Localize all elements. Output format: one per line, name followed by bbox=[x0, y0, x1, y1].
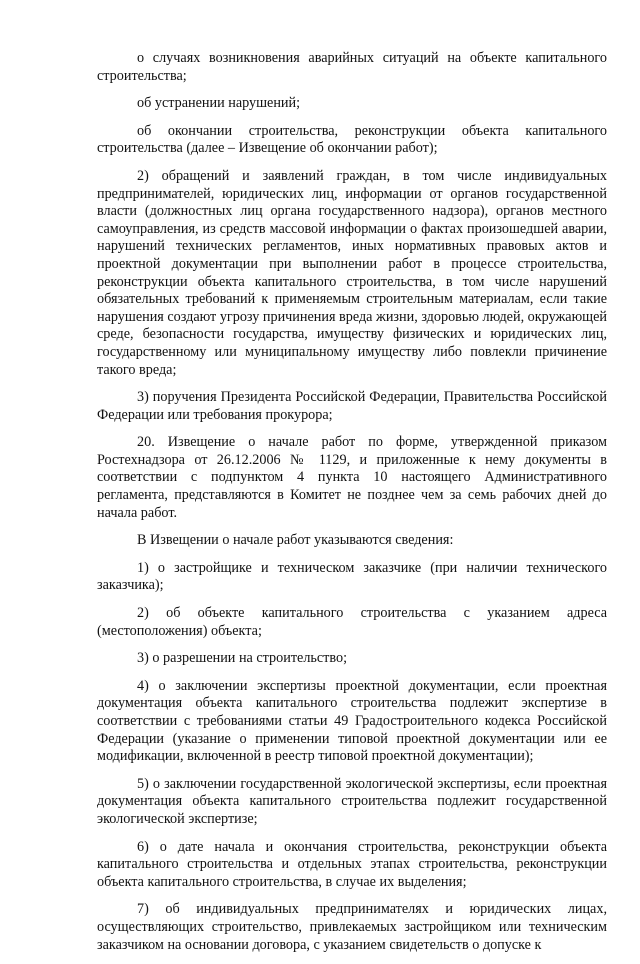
paragraph-notice-contents: В Извещении о начале работ указываются сведения: bbox=[137, 532, 454, 549]
paragraph-item-3-orders: 3) поручения Президента Российской Федерации, Правительства Российской Федерации или требования прокурора; bbox=[97, 389, 607, 423]
paragraph-item-6-dates: 6) о дате начала и окончания строительства, реконструкции объекта капитального строительства и отдельных этапах строительства, реконструкции объекта капитального строительства, в случае их выделения; bbox=[97, 838, 607, 890]
paragraph-emergency-cases: о случаях возникновения аварийных ситуаций на объекте капитального строительства; bbox=[97, 50, 607, 84]
paragraph-item-3-permit: 3) о разрешении на строительство; bbox=[137, 650, 348, 667]
document-page bbox=[97, 50, 607, 964]
paragraph-item-1-developer: 1) о застройщике и техническом заказчике (при наличии технического заказчика); bbox=[97, 559, 607, 594]
paragraph-section-20: 20. Извещение о начале работ по форме, утвержденной приказом Ростехнадзора от 26.12.2006 № 1129, и приложенные к нему документы в соответствии с подпунктом 4 пункта 10 настоящего Административного регламента, представляются в Комитет не позднее чем за семь рабочих дней до начала работ. bbox=[97, 434, 607, 521]
paragraph-violations-fixed: об устранении нарушений; bbox=[137, 95, 301, 112]
paragraph-item-4-expertise: 4) о заключении экспертизы проектной документации, если проектная документация объекта капитального строительства подлежит экспертизе в соответствии с требованиями статьи 49 Градостроительного кодекса Российской Федерации (указание о применении типовой проектной документации или ее модификации, включенной в реестр типовой проектной документации); bbox=[97, 677, 607, 765]
paragraph-item-5-ecology: 5) о заключении государственной экологической экспертизы, если проектная документация объекта капитального строительства подлежит государственной экологической экспертизе; bbox=[97, 775, 607, 827]
paragraph-item-2-complaints: 2) обращений и заявлений граждан, в том числе индивидуальных предпринимателей, юридических лиц, информации от органов государственной власти (должностных лиц органа государственного надзора), органов местного самоуправления, из средств массовой информации о фактах произошедшей аварии, нарушений технических регламентов, иных нормативных правовых актов и проектной документации при выполнении работ в процессе строительства, реконструкции объекта капитального строительства, в том числе нарушений обязательных требований к применяемым строительным материалам, если такие нарушения создают угрозу причинения вреда жизни, здоровью людей, окружающей среде, безопасности государства, имуществу физических и юридических лиц, государственному или муниципальному имуществу либо повлекли причинение такого вреда; bbox=[97, 167, 607, 378]
paragraph-item-2-object: 2) об объекте капитального строительства с указанием адреса (местоположения) объекта; bbox=[97, 605, 607, 639]
paragraph-completion-notice: об окончании строительства, реконструкции объекта капитального строительства (далее – Извещение об окончании работ); bbox=[97, 122, 607, 157]
paragraph-item-7-contractors: 7) об индивидуальных предпринимателях и юридических лицах, осуществляющих строительство, привлекаемых застройщиком или техническим заказчиком на основании договора, с указанием свидетельств о допуске к bbox=[97, 901, 607, 953]
